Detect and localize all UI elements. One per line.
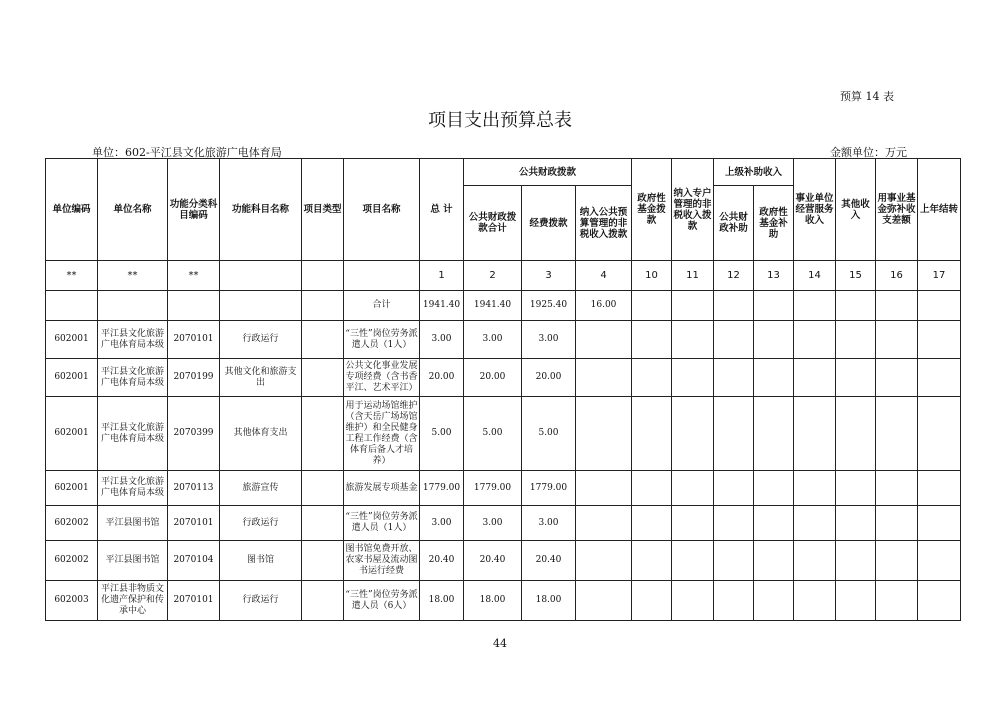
cell [836, 581, 876, 621]
cell [714, 397, 754, 471]
table-row [46, 471, 961, 506]
cell [632, 506, 672, 541]
cell-func-code: 2070399 [168, 397, 220, 471]
cell [794, 506, 836, 541]
cell [302, 397, 344, 471]
cell-total: 1779.00 [420, 471, 464, 506]
index-cell: 17 [918, 261, 961, 291]
col-header-upper-subsidy: 上级补助收入 [714, 159, 794, 186]
index-cell [220, 261, 302, 291]
col-header-item-name: 项目名称 [344, 159, 420, 261]
cell-total: 5.00 [420, 397, 464, 471]
cell-item: “三性”岗位劳务派遣人员（6人） [344, 581, 420, 621]
cell-item: 图书馆免费开放、农家书屋及流动图书运行经费 [344, 541, 420, 581]
unit-label: 单位：602-平江县文化旅游广电体育局 [92, 146, 282, 159]
cell-item: “三性”岗位劳务派遣人员（1人） [344, 506, 420, 541]
cell [754, 471, 794, 506]
total-expense: 1925.40 [522, 291, 576, 321]
index-cell: 4 [576, 261, 632, 291]
cell-expense: 5.00 [522, 397, 576, 471]
index-cell: 1 [420, 261, 464, 291]
cell-code: 602001 [46, 397, 98, 471]
cell [672, 471, 714, 506]
table-row [46, 581, 961, 621]
col-header-public-subsidy: 公共财政补助 [714, 186, 754, 261]
cell-item: 公共文化事业发展专项经费（含书香平江、艺术平江） [344, 359, 420, 397]
cell-public-total: 20.00 [464, 359, 522, 397]
col-header-total: 总 计 [420, 159, 464, 261]
cell [754, 506, 794, 541]
cell [714, 291, 754, 321]
cell [672, 321, 714, 359]
index-cell: 14 [794, 261, 836, 291]
cell [794, 471, 836, 506]
cell-total: 3.00 [420, 321, 464, 359]
cell-name: 平江县非物质文化遗产保护和传承中心 [98, 581, 168, 621]
table-row [46, 397, 961, 471]
cell-name: 平江县文化旅游广电体育局本级 [98, 471, 168, 506]
cell [918, 321, 961, 359]
cell-public-total: 3.00 [464, 506, 522, 541]
cell-func-name: 其他文化和旅游支出 [220, 359, 302, 397]
cell [876, 291, 918, 321]
col-header-gov-fund: 政府性基金拨款 [632, 159, 672, 261]
cell [918, 397, 961, 471]
cell-public-total: 20.40 [464, 541, 522, 581]
index-cell: ** [46, 261, 98, 291]
cell-name: 平江县图书馆 [98, 506, 168, 541]
amount-unit-label: 金额单位：万元 [830, 146, 907, 159]
cell [754, 291, 794, 321]
index-row [46, 261, 961, 291]
cell [302, 471, 344, 506]
total-amount: 1941.40 [420, 291, 464, 321]
col-header-fund-balance: 用事业基金弥补收支差额 [876, 159, 918, 261]
cell-public-total: 1779.00 [464, 471, 522, 506]
cell-func-name: 行政运行 [220, 581, 302, 621]
cell-func-name: 其他体育支出 [220, 397, 302, 471]
table-row [46, 359, 961, 397]
cell [168, 291, 220, 321]
cell [836, 397, 876, 471]
cell-func-name: 行政运行 [220, 321, 302, 359]
table-row [46, 321, 961, 359]
cell [876, 506, 918, 541]
cell [836, 321, 876, 359]
page-title: 项目支出预算总表 [428, 110, 572, 131]
cell [918, 581, 961, 621]
col-header-nontax: 纳入公共预算管理的非税收入拨款 [576, 186, 632, 261]
cell-name: 平江县文化旅游广电体育局本级 [98, 397, 168, 471]
cell [918, 471, 961, 506]
cell-expense: 3.00 [522, 506, 576, 541]
col-header-func-code: 功能分类科目编码 [168, 159, 220, 261]
index-cell: ** [98, 261, 168, 291]
col-header-carryover: 上年结转 [918, 159, 961, 261]
cell-code: 602001 [46, 471, 98, 506]
cell [918, 291, 961, 321]
cell [836, 359, 876, 397]
cell [754, 397, 794, 471]
col-header-unit-name: 单位名称 [98, 159, 168, 261]
total-public: 1941.40 [464, 291, 522, 321]
table-number: 预算 14 表 [840, 90, 894, 103]
cell-func-code: 2070113 [168, 471, 220, 506]
cell [576, 321, 632, 359]
cell-name: 平江县文化旅游广电体育局本级 [98, 321, 168, 359]
cell [876, 541, 918, 581]
index-cell: 2 [464, 261, 522, 291]
cell-expense: 3.00 [522, 321, 576, 359]
cell [576, 359, 632, 397]
cell [714, 471, 754, 506]
cell-func-code: 2070101 [168, 506, 220, 541]
cell [794, 321, 836, 359]
cell [302, 506, 344, 541]
cell [672, 581, 714, 621]
cell [302, 359, 344, 397]
cell-item: 用于运动场馆维护（含天岳广场场馆维护）和全民健身工程工作经费（含体育后备人才培养） [344, 397, 420, 471]
cell-name: 平江县图书馆 [98, 541, 168, 581]
cell [672, 291, 714, 321]
cell [754, 581, 794, 621]
index-cell: 11 [672, 261, 714, 291]
cell [754, 321, 794, 359]
col-header-other-income: 其他收入 [836, 159, 876, 261]
cell-func-code: 2070199 [168, 359, 220, 397]
cell [632, 541, 672, 581]
cell [794, 359, 836, 397]
index-cell: 3 [522, 261, 576, 291]
cell [302, 321, 344, 359]
index-cell [344, 261, 420, 291]
cell-func-code: 2070101 [168, 321, 220, 359]
cell [576, 541, 632, 581]
cell-func-code: 2070101 [168, 581, 220, 621]
cell [576, 581, 632, 621]
cell [714, 541, 754, 581]
cell [672, 541, 714, 581]
cell [714, 321, 754, 359]
page-number: 44 [493, 637, 507, 650]
cell-expense: 20.40 [522, 541, 576, 581]
cell-code: 602001 [46, 321, 98, 359]
cell-func-name: 图书馆 [220, 541, 302, 581]
cell [754, 359, 794, 397]
col-header-special-nontax: 纳入专户管理的非税收入拨款 [672, 159, 714, 261]
cell [876, 471, 918, 506]
cell-func-code: 2070104 [168, 541, 220, 581]
cell [836, 471, 876, 506]
cell-total: 20.40 [420, 541, 464, 581]
cell [918, 359, 961, 397]
cell [302, 291, 344, 321]
index-cell: 12 [714, 261, 754, 291]
total-nontax: 16.00 [576, 291, 632, 321]
cell [46, 291, 98, 321]
cell [714, 506, 754, 541]
cell [632, 471, 672, 506]
cell [794, 541, 836, 581]
cell [836, 506, 876, 541]
cell-code: 602003 [46, 581, 98, 621]
cell [672, 506, 714, 541]
cell-func-name: 旅游宣传 [220, 471, 302, 506]
cell [672, 359, 714, 397]
cell [632, 291, 672, 321]
cell [98, 291, 168, 321]
col-header-func-name: 功能科目名称 [220, 159, 302, 261]
col-header-business-income: 事业单位经营服务收入 [794, 159, 836, 261]
cell [672, 397, 714, 471]
cell [576, 506, 632, 541]
cell-name: 平江县文化旅游广电体育局本级 [98, 359, 168, 397]
cell-item: 旅游发展专项基金 [344, 471, 420, 506]
col-header-expense: 经费拨款 [522, 186, 576, 261]
cell [876, 397, 918, 471]
cell [918, 506, 961, 541]
col-header-gov-fund-subsidy: 政府性基金补助 [754, 186, 794, 261]
col-header-item-type: 项目类型 [302, 159, 344, 261]
index-cell: 16 [876, 261, 918, 291]
cell-total: 18.00 [420, 581, 464, 621]
cell-item: “三性”岗位劳务派遣人员（1人） [344, 321, 420, 359]
cell [220, 291, 302, 321]
cell [876, 359, 918, 397]
cell-code: 602002 [46, 541, 98, 581]
cell [714, 581, 754, 621]
index-cell: ** [168, 261, 220, 291]
cell [876, 581, 918, 621]
cell-public-total: 5.00 [464, 397, 522, 471]
cell [836, 291, 876, 321]
col-header-public-finance: 公共财政拨款 [464, 159, 632, 186]
cell-public-total: 18.00 [464, 581, 522, 621]
cell [302, 541, 344, 581]
cell-total: 20.00 [420, 359, 464, 397]
cell-expense: 1779.00 [522, 471, 576, 506]
index-cell [302, 261, 344, 291]
cell [302, 581, 344, 621]
cell-code: 602001 [46, 359, 98, 397]
cell [836, 541, 876, 581]
cell [632, 321, 672, 359]
col-header-public-total: 公共财政拨款合计 [464, 186, 522, 261]
cell [576, 471, 632, 506]
cell [632, 397, 672, 471]
cell [576, 397, 632, 471]
cell-public-total: 3.00 [464, 321, 522, 359]
cell [754, 541, 794, 581]
index-cell: 10 [632, 261, 672, 291]
cell [794, 397, 836, 471]
budget-table [45, 158, 961, 621]
cell [794, 291, 836, 321]
total-row [46, 291, 961, 321]
col-header-unit-code: 单位编码 [46, 159, 98, 261]
index-cell: 15 [836, 261, 876, 291]
table-row [46, 541, 961, 581]
index-cell: 13 [754, 261, 794, 291]
cell [918, 541, 961, 581]
cell [632, 359, 672, 397]
cell-expense: 20.00 [522, 359, 576, 397]
cell [794, 581, 836, 621]
cell [714, 359, 754, 397]
cell-code: 602002 [46, 506, 98, 541]
cell [876, 321, 918, 359]
total-label: 合计 [344, 291, 420, 321]
cell-expense: 18.00 [522, 581, 576, 621]
cell [632, 581, 672, 621]
table-row [46, 506, 961, 541]
cell-func-name: 行政运行 [220, 506, 302, 541]
cell-total: 3.00 [420, 506, 464, 541]
